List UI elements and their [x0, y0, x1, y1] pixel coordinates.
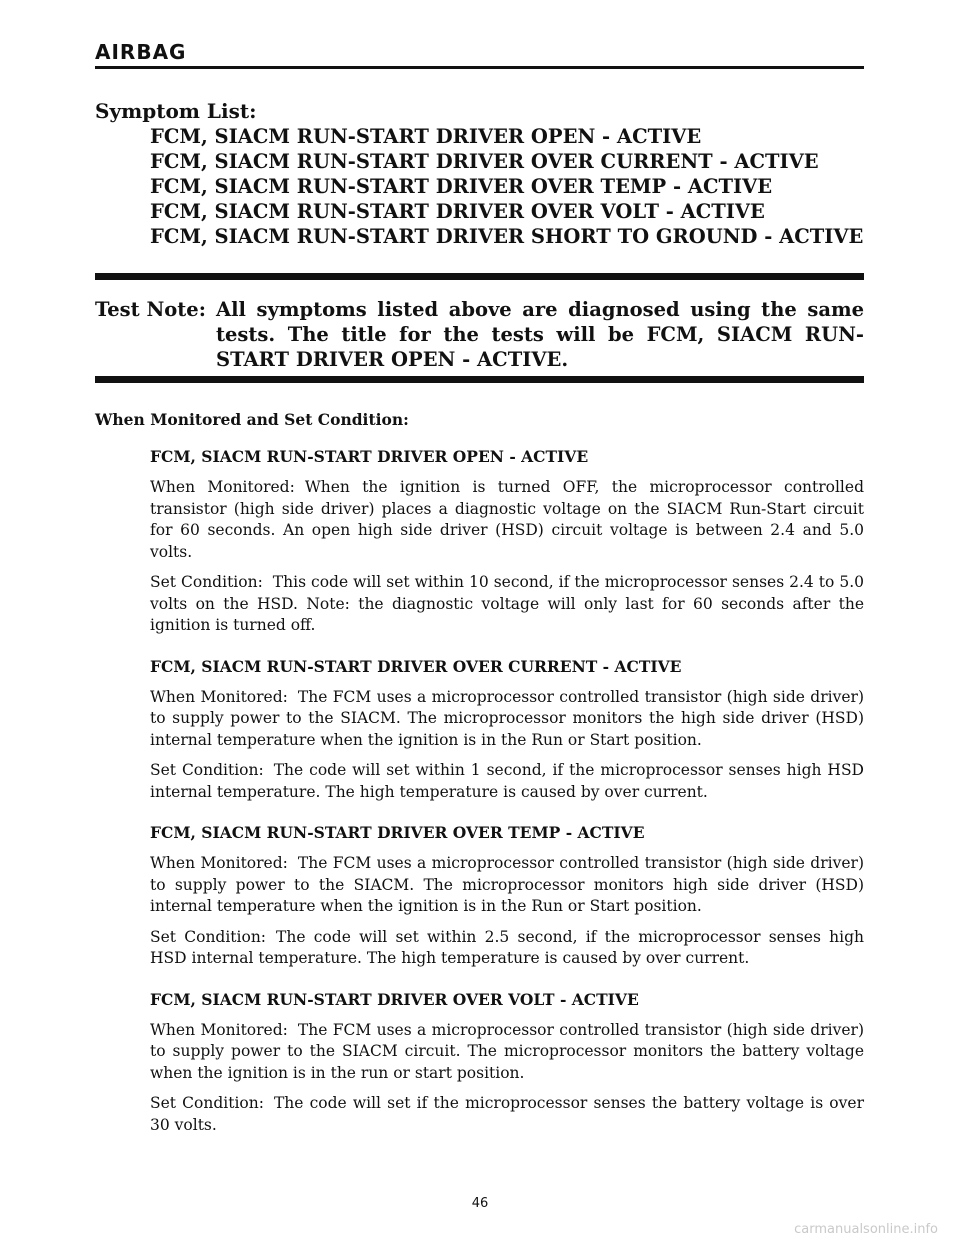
set-condition-paragraph: [150, 1093, 864, 1136]
set-condition-paragraph: [150, 927, 864, 970]
symptom-list: [95, 124, 875, 249]
set-condition-paragraph: [150, 760, 864, 803]
condition-section-over-current: [150, 657, 864, 804]
set-condition-text: The code will set within 2.5 second, if the microprocessor senses high HSD internal temperature. The high temperature is caused by over current.: [150, 927, 864, 967]
when-monitored-paragraph: [150, 1020, 864, 1085]
section-title: AIRBAG: [95, 40, 187, 64]
condition-section-over-temp: [150, 823, 864, 970]
code-title: FCM, SIACM RUN-START DRIVER OVER VOLT - ACTIVE: [150, 989, 639, 1009]
set-condition-text: This code will set within 10 second, if the microprocessor senses 2.4 to 5.0 volts on the HSD. Note: the diagnostic voltage will only last for 60 seconds after the ignition is turned off.: [150, 573, 864, 634]
when-monitored-paragraph: [150, 687, 864, 752]
set-condition-paragraph: [150, 572, 864, 637]
when-monitored-text: When the ignition is turned OFF, the microprocessor controlled transistor (high side driver) places a diagnostic voltage on the SIACM Run-Start circuit for 60 seconds. An open high side driver (HSD) circuit voltage is between 2.4 and 5.0 volts.: [150, 478, 864, 561]
symptom-item: FCM, SIACM RUN-START DRIVER OVER TEMP - ACTIVE: [150, 175, 773, 198]
test-note: [95, 297, 864, 372]
when-monitored-paragraph: [150, 853, 864, 918]
divider-top: [95, 273, 864, 280]
set-condition-label: Set Condition:: [150, 1094, 264, 1112]
when-monitored-label: When Monitored:: [150, 687, 288, 706]
when-monitored-label: When Monitored:: [150, 478, 295, 496]
watermark: carmanualsonline.info: [794, 1222, 938, 1237]
set-condition-label: Set Condition:: [150, 573, 263, 591]
symptom-item: FCM, SIACM RUN-START DRIVER OVER CURRENT - ACTIVE: [150, 150, 819, 173]
page-header: [95, 40, 864, 69]
when-monitored-text: The FCM uses a microprocessor controlled transistor (high side driver) to supply power to the SIACM circuit. The microprocessor monitors the battery voltage when the ignition is in the run or start position.: [150, 1020, 864, 1082]
when-monitored-text: The FCM uses a microprocessor controlled transistor (high side driver) to supply power to the SIACM. The microprocessor monitors high side driver (HSD) internal temperature when the ignition is in the Run or Start position.: [150, 854, 864, 915]
when-monitored-paragraph: [150, 477, 864, 563]
when-monitored-label: When Monitored:: [150, 854, 288, 872]
set-condition-label: Set Condition:: [150, 761, 264, 779]
code-title: FCM, SIACM RUN-START DRIVER OVER TEMP - ACTIVE: [150, 823, 645, 842]
set-condition-text: The code will set within 1 second, if the microprocessor senses high HSD internal temperature. The high temperature is caused by over current.: [150, 761, 864, 801]
symptom-item: FCM, SIACM RUN-START DRIVER OPEN - ACTIVE: [150, 125, 702, 148]
test-note-text: All symptoms listed above are diagnosed using the same tests. The title for the tests will be FCM, SIACM RUN-START DRIVER OPEN - ACTIVE.: [216, 298, 864, 371]
test-note-label: Test Note:: [95, 298, 206, 321]
divider-bottom: [95, 376, 864, 383]
conditions-body: [150, 447, 864, 1156]
code-title: FCM, SIACM RUN-START DRIVER OPEN - ACTIVE: [150, 447, 589, 466]
condition-section-over-volt: [150, 990, 864, 1137]
symptom-list-block: [95, 98, 875, 249]
when-monitored-text: The FCM uses a microprocessor controlled transistor (high side driver) to supply power to the SIACM. The microprocessor monitors the high side driver (HSD) internal temperature when the ignition is in the Run or Start position.: [150, 687, 864, 749]
symptom-item: FCM, SIACM RUN-START DRIVER SHORT TO GROUND - ACTIVE: [150, 225, 864, 248]
symptom-item: FCM, SIACM RUN-START DRIVER OVER VOLT - ACTIVE: [150, 200, 765, 223]
when-monitored-label: When Monitored:: [150, 1020, 288, 1039]
page-number: 46: [471, 1196, 489, 1211]
code-title: FCM, SIACM RUN-START DRIVER OVER CURRENT - ACTIVE: [150, 656, 682, 676]
symptom-list-heading: Symptom List:: [95, 99, 257, 123]
set-condition-text: The code will set if the microprocessor senses the battery voltage is over 30 volts.: [150, 1094, 864, 1134]
set-condition-label: Set Condition:: [150, 927, 267, 946]
condition-section-open: [150, 447, 864, 637]
header-rule: [95, 66, 864, 69]
monitored-heading: When Monitored and Set Condition:: [95, 410, 409, 429]
